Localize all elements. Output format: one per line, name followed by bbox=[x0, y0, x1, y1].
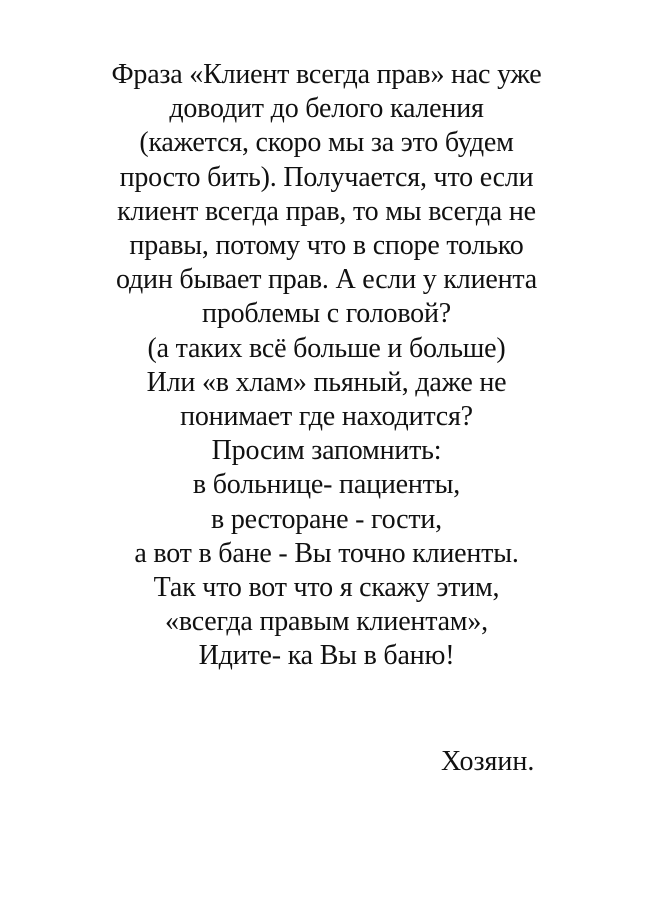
text-line: Или «в хлам» пьяный, даже не bbox=[146, 366, 507, 398]
text-line: правы, потому что в споре только bbox=[129, 230, 524, 262]
text-line: (кажется, скоро мы за это будем bbox=[139, 127, 514, 159]
text-line: Фраза «Клиент всегда прав» нас уже bbox=[111, 59, 542, 90]
text-line: проблемы с головой? bbox=[202, 298, 451, 330]
text-line: (а таких всё больше и больше) bbox=[147, 332, 506, 364]
text-line: один бывает прав. А если у клиента bbox=[116, 264, 537, 296]
text-line: в больнице- пациенты, bbox=[192, 469, 461, 501]
text-line: Идите- ка Вы в баню! bbox=[198, 640, 455, 672]
text-line: понимает где находится? bbox=[180, 401, 473, 433]
text-line: «всегда правым клиентам», bbox=[165, 606, 488, 638]
text-line: Просим запомнить: bbox=[211, 435, 442, 467]
text-line: клиент всегда прав, то мы всегда не bbox=[117, 195, 536, 227]
text-line: доводит до белого каления bbox=[169, 93, 484, 125]
text-line: а вот в бане - Вы точно клиенты. bbox=[134, 537, 519, 569]
text-line: просто бить). Получается, что если bbox=[119, 161, 534, 193]
text-line: в ресторане - гости, bbox=[211, 503, 442, 535]
signature: Хозяин. bbox=[441, 746, 535, 777]
notice-text bbox=[60, 58, 593, 674]
text-line: Так что вот что я скажу этим, bbox=[153, 572, 500, 604]
